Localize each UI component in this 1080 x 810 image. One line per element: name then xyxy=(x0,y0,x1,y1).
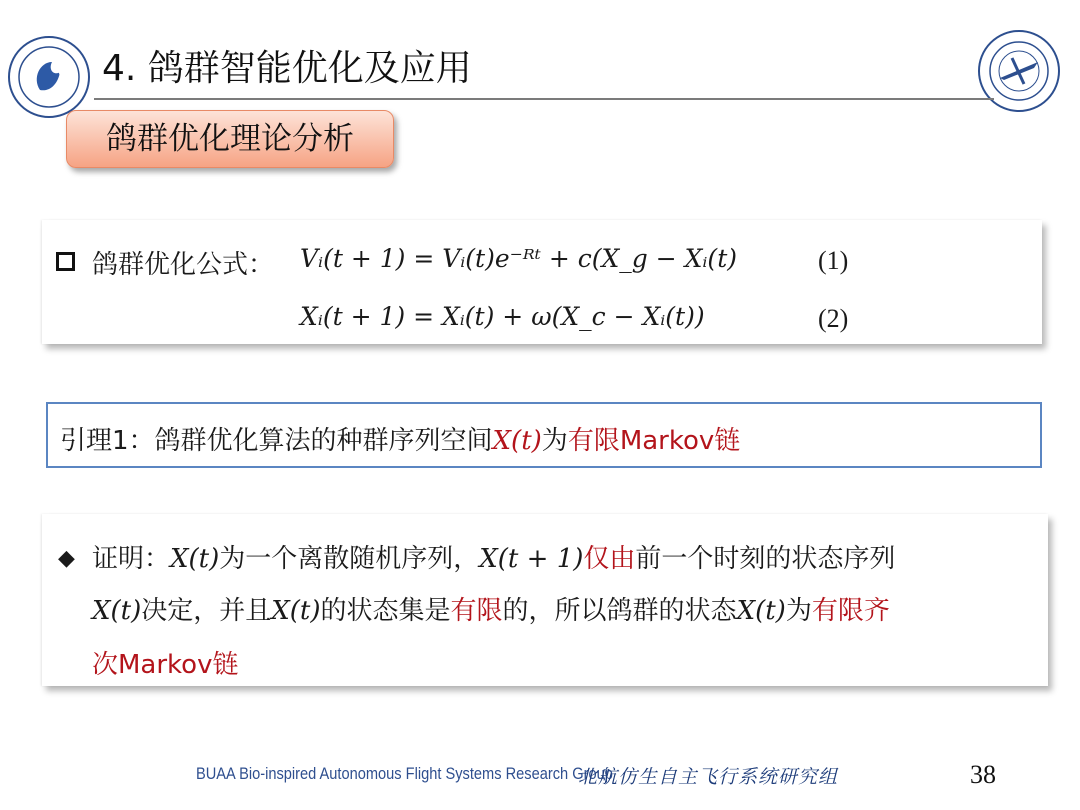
page-title: 4. 鸽群智能优化及应用 xyxy=(102,48,472,89)
proof-symbol: X(t) xyxy=(736,596,786,626)
proof-line-1 xyxy=(92,538,895,575)
formula-label: 鸽群优化公式： xyxy=(92,250,275,280)
equation-2: Xᵢ(t + 1) = Xᵢ(t) + ω(X_c − Xᵢ(t)) xyxy=(300,302,705,331)
proof-text: 的，所以鸽群的状态 xyxy=(502,596,737,626)
proof-line-2 xyxy=(92,590,890,627)
proof-text: 为 xyxy=(785,596,812,626)
page-number: 38 xyxy=(970,760,996,789)
hollow-square-bullet-icon xyxy=(56,252,75,271)
title-divider xyxy=(94,98,994,100)
footer-group-name: BUAA Bio-inspired Autonomous Flight Systems Research Group xyxy=(196,764,613,783)
proof-text: 证明： xyxy=(92,544,171,574)
proof-line-3: 次Markov链 xyxy=(92,650,239,680)
footer-group-name-cn: 北航仿生自主飞行系统研究组 xyxy=(578,766,839,788)
lemma-highlight: 有限Markov链 xyxy=(567,426,741,456)
equation-2-number: (2) xyxy=(818,304,849,333)
lemma-symbol: X(t) xyxy=(492,426,542,456)
equation-1: Vᵢ(t + 1) = Vᵢ(t)e⁻ᴿᵗ + c(X_g − Xᵢ(t) xyxy=(300,244,737,273)
proof-highlight: 有限齐 xyxy=(811,596,890,626)
proof-symbol: X(t) xyxy=(170,544,220,574)
proof-text: 的状态集是 xyxy=(320,596,451,626)
proof-text: 决定，并且 xyxy=(141,596,272,626)
proof-text: 为一个离散随机序列， xyxy=(219,544,480,574)
proof-symbol: X(t) xyxy=(271,596,321,626)
section-badge: 鸽群优化理论分析 xyxy=(66,110,394,168)
equation-1-number: (1) xyxy=(818,246,849,275)
proof-symbol: X(t) xyxy=(92,596,142,626)
proof-text: 前一个时刻的状态序列 xyxy=(635,544,896,574)
proof-symbol: X(t + 1) xyxy=(479,544,584,574)
lemma-middle: 为 xyxy=(541,426,568,456)
lemma-text xyxy=(60,420,740,457)
proof-highlight: 有限 xyxy=(450,596,503,626)
diamond-bullet-icon: ◆ xyxy=(58,546,75,571)
proof-highlight: 仅由 xyxy=(583,544,636,574)
research-group-logo xyxy=(8,36,90,118)
lemma-prefix: 引理1：鸽群优化算法的种群序列空间 xyxy=(60,426,493,456)
